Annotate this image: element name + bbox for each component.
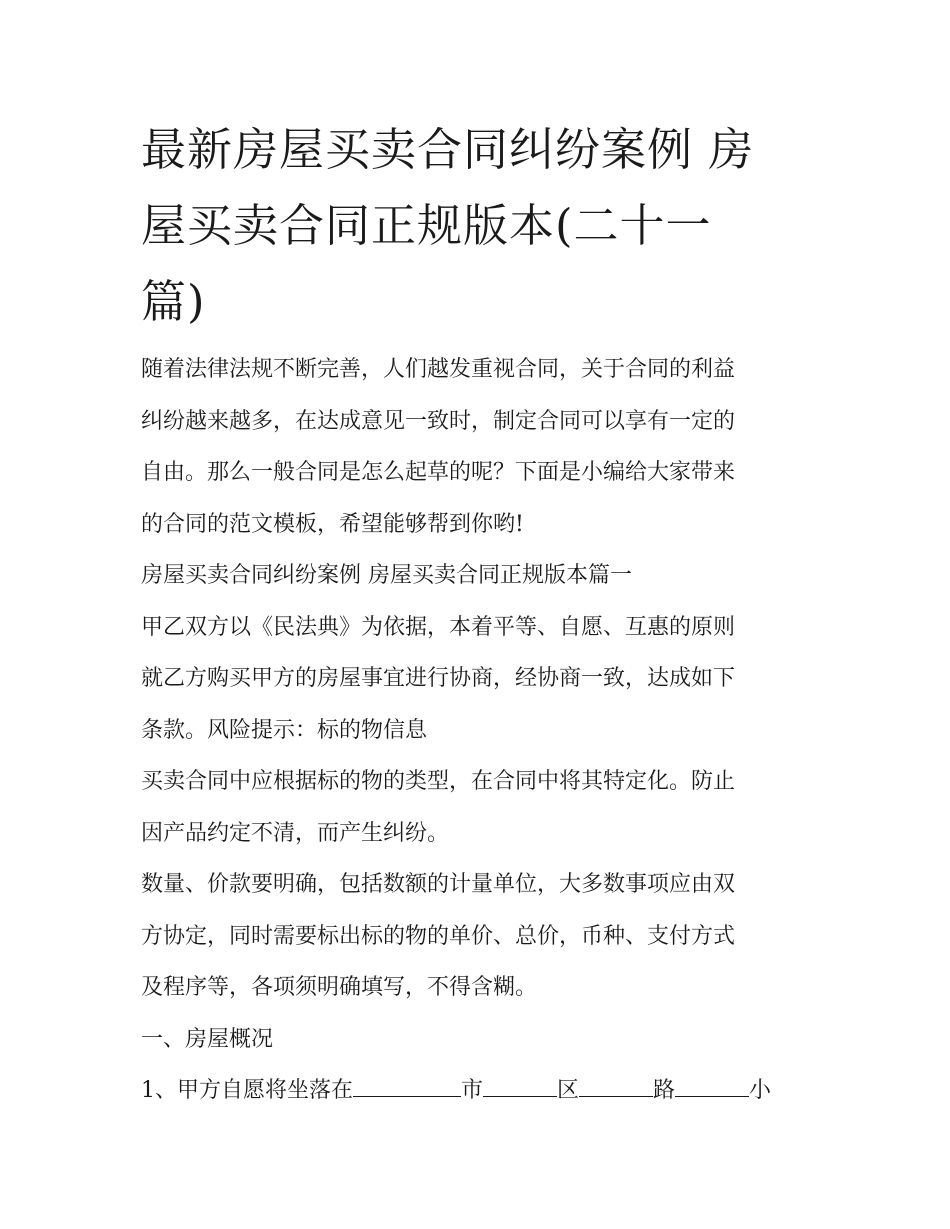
city-label: 市 [461, 1078, 484, 1103]
text-line: 一、房屋概况 [141, 1026, 274, 1052]
district-blank[interactable] [483, 1074, 557, 1097]
text-line: 及程序等，各项须明确填写，不得含糊。 [141, 975, 538, 1000]
community-blank[interactable] [675, 1074, 749, 1097]
clause-1 [141, 1065, 813, 1117]
text-line: 就乙方购买甲方的房屋事宜进行协商，经协商一致，达成如下 [141, 666, 736, 691]
intro-paragraph [141, 344, 813, 550]
text-line: 房屋买卖合同纠纷案例 房屋买卖合同正规版本篇一 [141, 563, 632, 588]
text-line: 因产品约定不清，而产生纠纷。 [141, 820, 450, 846]
text-line: 条款。风险提示：标的物信息 [141, 717, 428, 743]
title-line: 篇) [141, 275, 206, 328]
article-heading [141, 1014, 813, 1066]
principle-paragraph [141, 602, 813, 757]
document-content [141, 112, 813, 1117]
district-label: 区 [557, 1078, 580, 1103]
text-line: 买卖合同中应根据标的物的类型，在合同中将其特定化。防止 [141, 769, 736, 794]
text-line: 随着法律法规不断完善，人们越发重视合同，关于合同的利益 [141, 357, 736, 382]
road-blank[interactable] [579, 1074, 653, 1097]
city-blank[interactable] [353, 1074, 461, 1097]
text-line: 的合同的范文模板，希望能够帮到你哟! [141, 511, 524, 537]
price-paragraph [141, 859, 813, 1014]
text-line: 数量、价款要明确，包括数额的计量单位，大多数事项应由双 [141, 872, 736, 897]
document-title [141, 112, 813, 340]
section-heading [141, 550, 813, 602]
title-line: 屋买卖合同正规版本(二十一 [141, 199, 712, 252]
text-line: 纠纷越来越多，在达成意见一致时，制定合同可以享有一定的 [141, 408, 736, 434]
risk-paragraph [141, 756, 813, 859]
text-line: 方协定，同时需要标出标的物的单价、总价，币种、支付方式 [141, 923, 736, 949]
clause-prefix: 1、甲方自愿将坐落在 [141, 1078, 353, 1103]
road-label: 路 [653, 1078, 676, 1103]
clause-tail: 小 [749, 1078, 772, 1103]
text-line: 自由。那么一般合同是怎么起草的呢？下面是小编给大家带来 [141, 460, 736, 485]
text-line: 甲乙双方以《民法典》为依据，本着平等、自愿、互惠的原则 [141, 614, 736, 640]
clause-line [141, 1065, 813, 1117]
title-line: 最新房屋买卖合同纠纷案例 房 [141, 123, 755, 176]
